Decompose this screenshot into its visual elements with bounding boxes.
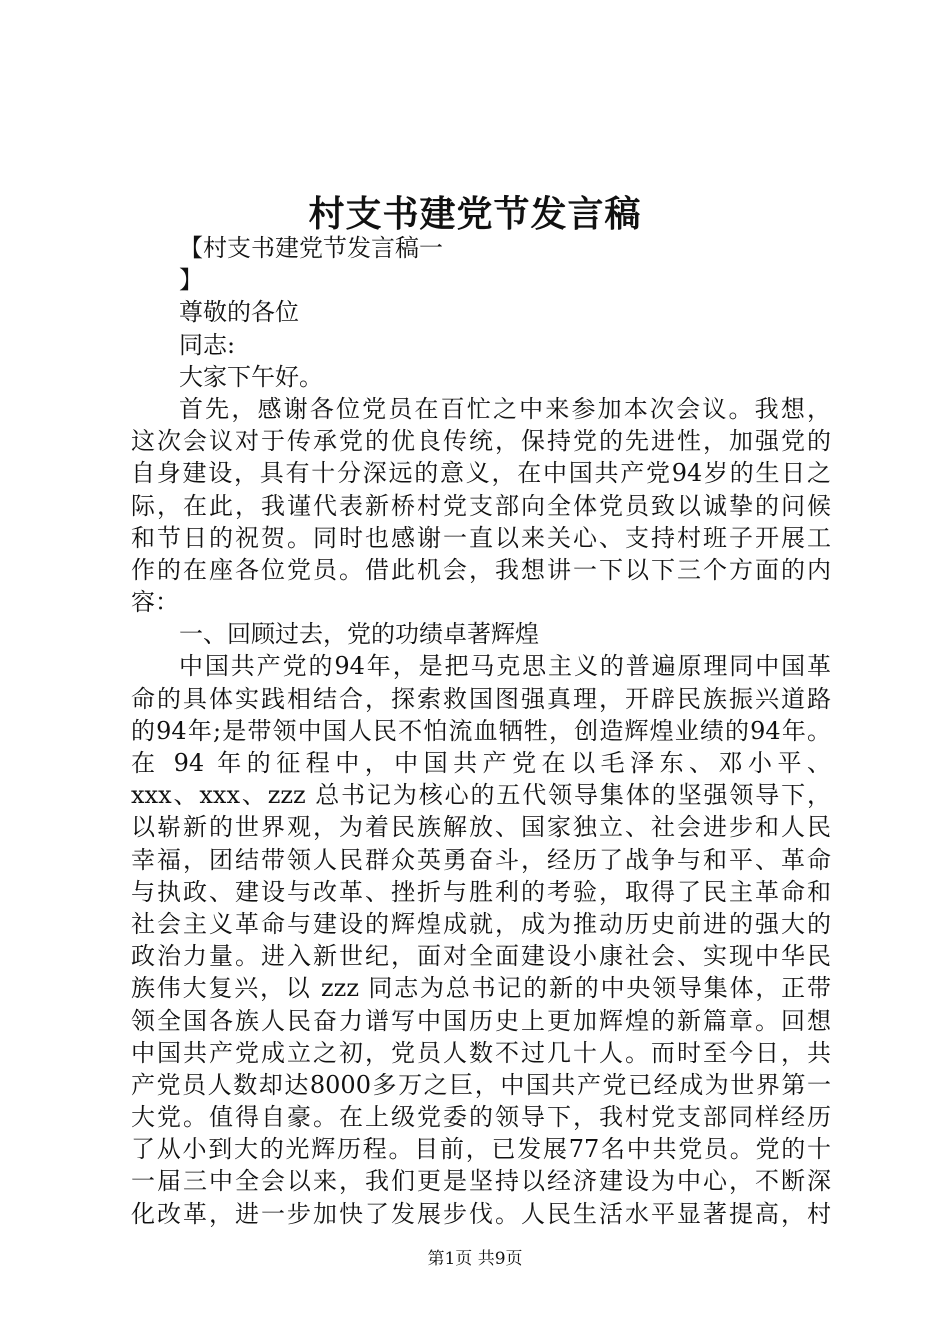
- body-line: 化改革，进一步加快了发展步伐。人民生活水平显著提高，村: [131, 1199, 831, 1228]
- body-line: 自身建设，具有十分深远的意义，在中国共产党94岁的生日之: [131, 459, 831, 488]
- body-line: 政治力量。进入新世纪，面对全面建设小康社会、实现中华民: [131, 942, 831, 971]
- body-line: 一届三中全会以来，我们更是坚持以经济建设为中心，不断深: [131, 1167, 831, 1196]
- body-line: 】: [179, 266, 203, 295]
- body-line: 命的具体实践相结合，探索救国图强真理，开辟民族振兴道路: [131, 684, 831, 713]
- body-line: 产党员人数却达8000多万之巨，中国共产党已经成为世界第一: [131, 1070, 831, 1099]
- body-line: 幸福，团结带领人民群众英勇奋斗，经历了战争与和平、革命: [131, 845, 831, 874]
- body-line: 在 94 年的征程中，中国共产党在以毛泽东、邓小平、: [131, 749, 831, 777]
- body-line: 与执政、建设与改革、挫折与胜利的考验，取得了民主革命和: [131, 877, 831, 906]
- body-line: xxx、xxx、zzz 总书记为核心的五代领导集体的坚强领导下，: [131, 781, 831, 810]
- body-line: 这次会议对于传承党的优良传统，保持党的先进性，加强党的: [131, 427, 831, 456]
- body-line: 【村支书建党节发言稿一: [179, 234, 443, 262]
- body-line: 一、回顾过去，党的功绩卓著辉煌: [179, 620, 539, 649]
- body-line: 的94年;是带领中国人民不怕流血牺牲，创造辉煌业绩的94年。: [131, 716, 831, 745]
- body-line: 族伟大复兴，以 zzz 同志为总书记的新的中央领导集体，正带: [131, 974, 831, 1003]
- body-line: 以崭新的世界观，为着民族解放、国家独立、社会进步和人民: [131, 813, 831, 842]
- body-line: 和节日的祝贺。同时也感谢一直以来关心、支持村班子开展工: [131, 523, 831, 552]
- body-line: 容：: [131, 588, 179, 617]
- body-line: 大家下午好。: [179, 362, 323, 391]
- body-line: 中国共产党的94年，是把马克思主义的普遍原理同中国革: [179, 652, 831, 681]
- body-line: 尊敬的各位: [179, 298, 299, 327]
- body-line: 同志:: [179, 330, 236, 359]
- body-line: 作的在座各位党员。借此机会，我想讲一下以下三个方面的内: [131, 555, 831, 584]
- document-title: 村支书建党节发言稿: [308, 193, 642, 235]
- body-line: 了从小到大的光辉历程。目前，已发展77名中共党员。党的十: [131, 1135, 831, 1164]
- body-line: 领全国各族人民奋力谱写中国历史上更加辉煌的新篇章。回想: [131, 1006, 831, 1035]
- body-line: 首先，感谢各位党员在百忙之中来参加本次会议。我想，: [179, 394, 831, 423]
- page-footer: 第1页 共9页: [427, 1249, 523, 1269]
- body-line: 大党。值得自豪。在上级党委的领导下，我村党支部同样经历: [131, 1103, 831, 1132]
- body-line: 际，在此，我谨代表新桥村党支部向全体党员致以诚挚的问候: [131, 491, 831, 520]
- body-line: 社会主义革命与建设的辉煌成就，成为推动历史前进的强大的: [131, 909, 831, 938]
- body-line: 中国共产党成立之初，党员人数不过几十人。而时至今日，共: [131, 1038, 831, 1067]
- document-body: [131, 232, 831, 1230]
